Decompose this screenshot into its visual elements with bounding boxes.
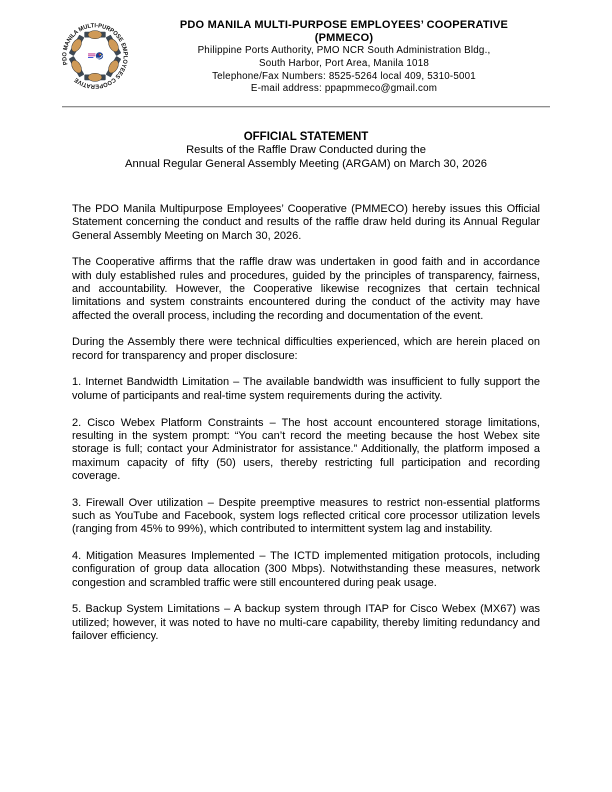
center-emblem-icon (85, 46, 106, 67)
list-item-2-webex: 2. Cisco Webex Platform Constraints – The host account encountered storage limitations, resulting in the system prompt: “You can’t record the meeting because the host Webex site storage is full; contact your Administrator for assistance.” Additionally, the platform imposed a maximum capacity of fifty (50) users, thereby restricting full participation and recording coverage. (72, 416, 540, 482)
paragraph-disclosure-lead: During the Assembly there were technical difficulties experienced, which are herein placed on record for transparency and proper disclosure: (72, 336, 540, 362)
paragraph-affirmation: The Cooperative affirms that the raffle draw was undertaken in good faith and in accordance with duly established rules and procedures, guided by the principles of transparency, fairness, and accountability. However, the Cooperative likewise recognizes that certain technical limitations and system constraints encountered during the conduct of the activity may have affected the overall process, including the recording and documentation of the event. (72, 256, 540, 322)
list-item-3-firewall: 3. Firewall Over utilization – Despite preemptive measures to restrict non-essential platforms such as YouTube and Facebook, system logs reflected critical core processor utilization levels (ranging from 45% to 99%), which contributed to intermittent system lag and instability. (72, 496, 540, 536)
letterhead-text (138, 19, 550, 96)
list-item-1-bandwidth: 1. Internet Bandwidth Limitation – The available bandwidth was insufficient to fully support the volume of participants and real-time system requirements during the activity. (72, 376, 540, 402)
document-title-block (72, 131, 540, 171)
document-subtitle-1: Results of the Raffle Draw Conducted during the (186, 144, 426, 157)
cooperative-seal-logo (54, 15, 136, 97)
document-body (72, 203, 540, 657)
paragraph-intro: The PDO Manila Multipurpose Employees’ Cooperative (PMMECO) hereby issues this Official Statement concerning the conduct and results of the raffle draw held during its Annual Regular General Assembly Meeting on March 30, 2026. (72, 203, 540, 242)
org-address-line2: South Harbor, Port Area, Manila 1018 (258, 57, 430, 69)
org-email-line: E-mail address: ppapmmeco@gmail.com (250, 83, 438, 95)
document-title: OFFICIAL STATEMENT (243, 131, 369, 143)
seal-ring-text-path: PDO MANILA MULTI-PURPOSE EMPLOYEES COOPERATIVE (62, 23, 128, 89)
list-item-5-backup: 5. Backup System Limitations – A backup system through ITAP for Cisco Webex (MX67) was utilized; however, it was noted to have no multi-care capability, thereby limiting redundancy and failover efficiency. (72, 603, 540, 642)
org-address-line1: Philippine Ports Authority, PMO NCR South Administration Bldg., (197, 45, 491, 56)
org-phone-line: Telephone/Fax Numbers: 8525-5264 local 409, 5310-5001 (212, 70, 476, 82)
list-item-4-mitigation: 4. Mitigation Measures Implemented – The ICTD implemented mitigation protocols, including configuration of group data allocation (300 Mbps). Notwithstanding these measures, network congestion and scrambled traffic were still encountered during peak usage. (72, 549, 540, 589)
header-divider (62, 106, 550, 108)
org-abbreviation: (PMMECO) (314, 32, 374, 44)
document-subtitle-2: Annual Regular General Assembly Meeting (ARGAM) on March 30, 2026 (125, 157, 487, 170)
org-name: PDO MANILA MULTI-PURPOSE EMPLOYEES’ COOPERATIVE (179, 19, 509, 31)
